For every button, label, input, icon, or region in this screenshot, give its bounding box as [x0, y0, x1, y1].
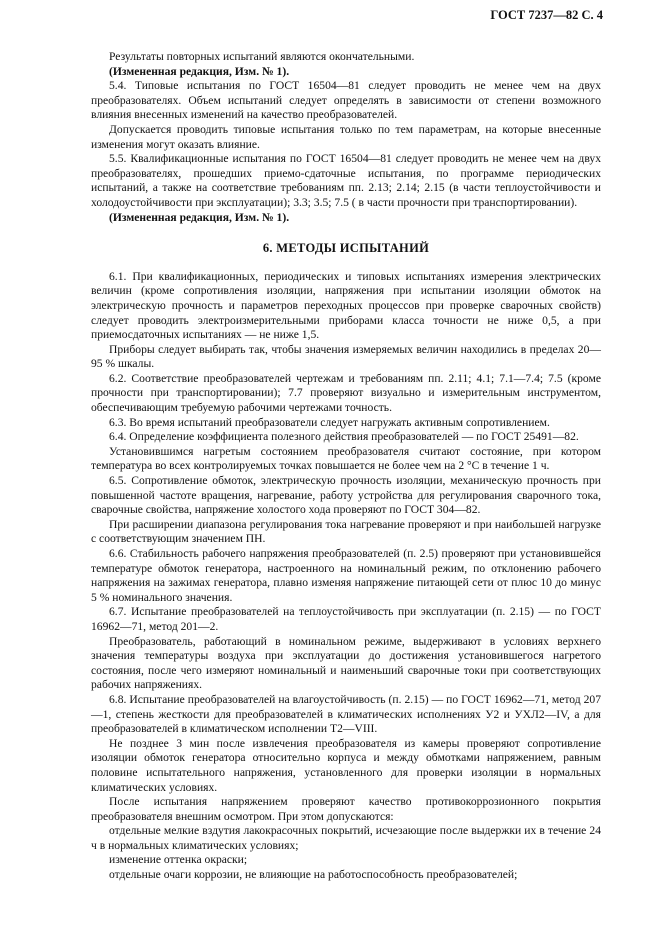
paragraph: Установившимся нагретым состоянием преобразователя считают состояние, при котором температура во всех контролируемых точках повышается не более чем на 2 °С в течение 1 ч.	[91, 444, 601, 473]
section-5-continuation	[91, 50, 601, 225]
section-title: 6. МЕТОДЫ ИСПЫТАНИЙ	[262, 241, 430, 256]
paragraph: 6.1. При квалификационных, периодических и типовых испытаниях измерения электрических величин (кроме сопротивления изоляции, напряжения при испытании изоляции обмоток на электрическую прочность и параметров переходных процессов при проверке сварочных свойств) следует проводить электроизмерительными приборами класса точности не ниже 0,5, а при приемосдаточных испытаниях — не ниже 1,5.	[91, 269, 601, 342]
paragraph: Допускается проводить типовые испытания только по тем параметрам, на которые внесенные изменения могут оказать влияние.	[91, 122, 601, 151]
paragraph: 6.3. Во время испытаний преобразователи следует нагружать активным сопротивлением.	[109, 415, 550, 429]
paragraph: 6.7. Испытание преобразователей на теплоустойчивость при эксплуатации (п. 2.15) — по ГОСТ 16962—71, метод 201—2.	[91, 605, 601, 633]
paragraph: 6.8. Испытание преобразователей на влагоустойчивость (п. 2.15) — по ГОСТ 16962—71, метод 207—1, степень жесткости для преобразователей в климатических исполнениях У2 и УХЛ2—IV, а для преобразователей в климатическом исполнении Т2—VIII.	[91, 692, 601, 736]
paragraph: 6.5. Сопротивление обмоток, электрическую прочность изоляции, механическую прочность при повышенной частоте вращения, нагревание, работу устройства для регулирования сварочного тока, сварочные свойства, напряжение холостого хода проверяют по ГОСТ 304—82.	[91, 474, 601, 517]
paragraph: изменение оттенка окраски;	[109, 853, 248, 867]
section-6-body	[91, 270, 601, 883]
paragraph: 6.2. Соответствие преобразователей чертежам и требованиям пп. 2.11; 4.1; 7.1—7.4; 7.5 (кроме прочности при транспортировании); 7.7 проверяют визуально и измерительным инструментом, обеспечивающим требуемую рабочими чертежами точность.	[91, 371, 601, 415]
paragraph: Приборы следует выбирать так, чтобы значения измеряемых величин находились в пределах 20—95 % шкалы.	[91, 342, 601, 371]
paragraph: 6.4. Определение коэффициента полезного действия преобразователей — по ГОСТ 25491—82.	[109, 430, 579, 444]
paragraph: При расширении диапазона регулирования тока нагревание проверяют и при наибольшей нагрузке с соответствующим значением ПН.	[91, 517, 601, 546]
document-body	[91, 50, 601, 883]
page-header: ГОСТ 7237—82 С. 4	[490, 8, 603, 22]
paragraph: После испытания напряжением проверяют качество противокоррозионного покрытия преобразователя внешним осмотром. При этом допускаются:	[91, 795, 601, 823]
paragraph: Преобразователь, работающий в номинальном режиме, выдерживают в условиях верхнего значения температуры воздуха при эксплуатации до достижения установившегося нагретого состояния, после чего измеряют номинальный и наименьший сварочные токи при соответствующих рабочих напряжениях.	[91, 634, 601, 692]
paragraph: отдельные очаги коррозии, не влияющие на работоспособность преобразователей;	[109, 868, 518, 882]
paragraph: Не позднее 3 мин после извлечения преобразователя из камеры проверяют сопротивление изоляции обмоток генератора относительно корпуса и между обмотками напряжением, равным половине испытательного напряжения, установленного для проверки изоляции в нормальных климатических условиях.	[91, 736, 601, 794]
amendment-note: (Измененная редакция, Изм. № 1).	[109, 64, 290, 78]
paragraph: 5.5. Квалификационные испытания по ГОСТ 16504—81 следует проводить не менее чем на двух преобразователях, прошедших приемо-сдаточные испытания, по программе периодических испытаний, а также на соответствие требованиям пп. 2.13; 2.14; 2.15 (в части теплоустойчивости и холодоустойчивости при эксплуатации); 3.3; 3.5; 7.5 ( в части прочности при транспортировании).	[91, 152, 601, 209]
paragraph: 5.4. Типовые испытания по ГОСТ 16504—81 следует проводить не менее чем на двух преобразователях. Объем испытаний следует определять в зависимости от степени возможного влияния внесенных изменений на качество преобразователей.	[91, 79, 601, 122]
paragraph: 6.6. Стабильность рабочего напряжения преобразователей (п. 2.5) проверяют при установившейся температуре обмоток генератора, настроенного на номинальный режим, по отклонению рабочего напряжения на зажимах генератора, плавно изменяя напряжение питающей сети от плюс 10 до минус 5 % номинального значения.	[91, 547, 601, 604]
paragraph: отдельные мелкие вздутия лакокрасочных покрытий, исчезающие после выдержки их в течение 24 ч в нормальных климатических условиях;	[91, 824, 601, 852]
amendment-note: (Измененная редакция, Изм. № 1).	[109, 210, 290, 224]
paragraph: Результаты повторных испытаний являются окончательными.	[109, 50, 415, 63]
